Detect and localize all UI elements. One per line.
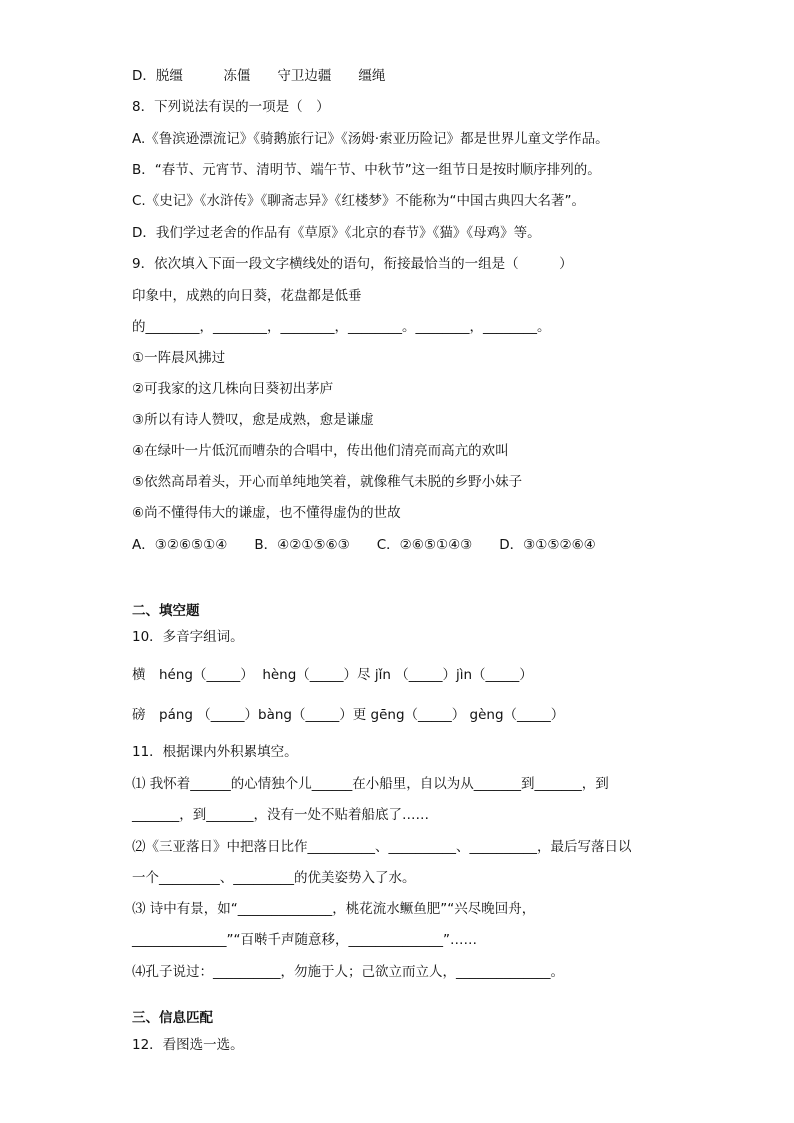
- q12-stem: 12．看图选一选。: [132, 1037, 244, 1053]
- q11-line1: ⑴ 我怀着______的心情独个儿______在小船里，自以为从_______到_______，到: [132, 776, 609, 792]
- q8-stem: 8．下列说法有误的一项是（ ）: [132, 99, 330, 115]
- q10-stem: 10．多音字组词。: [132, 629, 244, 645]
- q11-line7: ⑷孔子说过：__________，勿施于人；己欲立而立人，______________。: [132, 964, 564, 980]
- q9-item-4: ④在绿叶一片低沉而嘈杂的合唱中，传出他们清亮而高亢的欢叫: [132, 443, 509, 459]
- q10-line2: 磅 páng （_____）bàng（_____）更 gēng（_____） gèng（_____）: [132, 707, 565, 723]
- q9-item-5: ⑤依然高昂着头，开心而单纯地笑着，就像稚气未脱的乡野小妹子: [132, 474, 523, 490]
- q9-options: A．③②⑥⑤①④ B．④②①⑤⑥③ C．②⑥⑤①④③ D．③①⑤②⑥④: [132, 537, 596, 553]
- q7-option-d: D．脱缰 冻僵 守卫边疆 缰绳: [132, 68, 386, 84]
- q11-line5: ⑶ 诗中有景，如“______________，桃花流水鳜鱼肥”“兴尽晚回舟，: [132, 901, 536, 917]
- q9-item-3: ③所以有诗人赞叹，愈是成熟，愈是谦虚: [132, 412, 374, 428]
- q8-option-b: B．“春节、元宵节、清明节、端午节、中秋节”这一组节日是按时顺序排列的。: [132, 162, 601, 178]
- q11-line6: ______________”“百啭千声随意移，______________”……: [132, 932, 477, 948]
- q9-item-6: ⑥尚不懂得伟大的谦虚，也不懂得虚伪的世故: [132, 505, 401, 521]
- q8-option-d: D．我们学过老舍的作品有《草原》《北京的春节》《猫》《母鸡》等。: [132, 225, 541, 241]
- q8-option-a: A.《鲁滨逊漂流记》《骑鹅旅行记》《汤姆·索亚历险记》都是世界儿童文学作品。: [132, 131, 609, 147]
- q10-line1: 横 héng（_____） hèng（_____）尽 jǐn （_____）jìn（_____）: [132, 667, 533, 683]
- q9-stem: 9．依次填入下面一段文字横线处的语句，衔接最恰当的一组是（ ）: [132, 256, 573, 272]
- q8-option-c: C.《史记》《水浒传》《聊斋志异》《红楼梦》不能称为“中国古典四大名著”。: [132, 193, 585, 209]
- section3-title: 三、信息匹配: [132, 1010, 213, 1026]
- q11-line4: 一个_________、_________的优美姿势入了水。: [132, 870, 416, 886]
- q9-item-2: ②可我家的这几株向日葵初出茅庐: [132, 381, 334, 397]
- section2-title: 二、填空题: [132, 603, 200, 619]
- q11-line2: _______，到_______，没有一处不贴着船底了……: [132, 807, 429, 823]
- q9-passage-line1: 印象中，成熟的向日葵，花盘都是低垂: [132, 288, 362, 304]
- q9-passage-line2: 的________，________，________，________。________，________。: [132, 319, 551, 335]
- q9-item-1: ①一阵晨风拂过: [132, 350, 226, 366]
- q11-line3: ⑵《三亚落日》中把落日比作__________、__________、__________，最后写落日以: [132, 839, 632, 855]
- q11-stem: 11．根据课内外积累填空。: [132, 744, 298, 760]
